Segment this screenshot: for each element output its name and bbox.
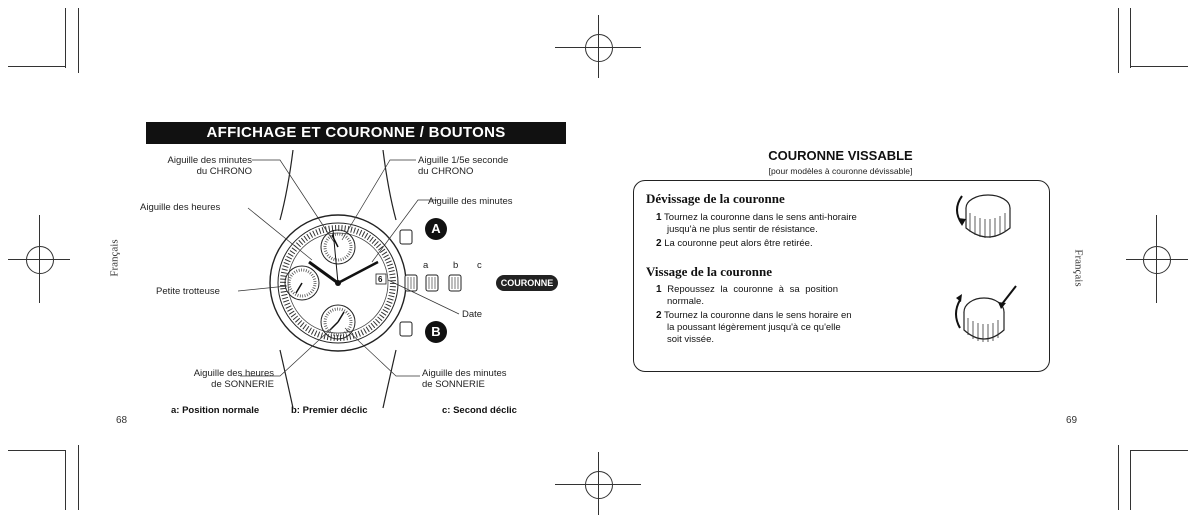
label-hours: Aiguille des heures (140, 202, 221, 213)
side-label-left: Français (108, 239, 121, 277)
right-subtitle: [pour modèles à couronne dévissable] (768, 166, 913, 176)
legend-position-b: b: Premier déclic (291, 405, 368, 416)
right-title: COURONNE VISSABLE (768, 148, 913, 163)
label-date: Date (462, 309, 483, 320)
crown-position-a: a (423, 260, 429, 271)
legend-position-a: a: Position normale (171, 405, 260, 416)
crown-position-b: b (453, 260, 459, 271)
step-unscrew-1: 1 Tournez la couronne dans le sens anti-horaire jusqu'à ne plus sentir de résistance. (656, 212, 857, 235)
label-hours-alarm: Aiguille des heures de SONNERIE (193, 368, 274, 390)
crown-position-c: c (477, 260, 482, 271)
crown-unscrew-illustration (948, 188, 1023, 248)
label-minutes: Aiguille des minutes (428, 196, 513, 207)
step-screw-2: 2 Tournez la couronne dans le sens horaire en la poussant légèrement jusqu'à ce qu'elle soit vissée. (656, 310, 852, 345)
step-screw-1: 1 Repoussez la couronne à sa position normale. (656, 284, 838, 307)
page-number-left: 68 (116, 415, 128, 426)
date-window-number: 6 (378, 275, 383, 284)
label-small-seconds: Petite trotteuse (156, 286, 220, 297)
crown-screw-illustration (948, 282, 1023, 352)
side-label-right: Français (1072, 249, 1085, 287)
page-number-right: 69 (1066, 415, 1078, 426)
label-minutes-alarm: Aiguille des minutes de SONNERIE (422, 368, 507, 390)
section-heading-screw: Vissage de la couronne (646, 264, 773, 279)
label-seconds-chrono: Aiguille 1/5e seconde du CHRONO (418, 155, 509, 177)
legend-position-c: c: Second déclic (442, 405, 517, 416)
step-unscrew-2: 2 La couronne peut alors être retirée. (656, 238, 813, 249)
button-b-badge: B (425, 321, 447, 343)
crown-label: COURONNE (496, 275, 558, 291)
section-banner: AFFICHAGE ET COURONNE / BOUTONS (146, 122, 566, 144)
section-heading-unscrew: Dévissage de la couronne (646, 191, 785, 206)
button-a-badge: A (425, 218, 447, 240)
label-minutes-chrono: Aiguille des minutes du CHRONO (167, 155, 252, 177)
